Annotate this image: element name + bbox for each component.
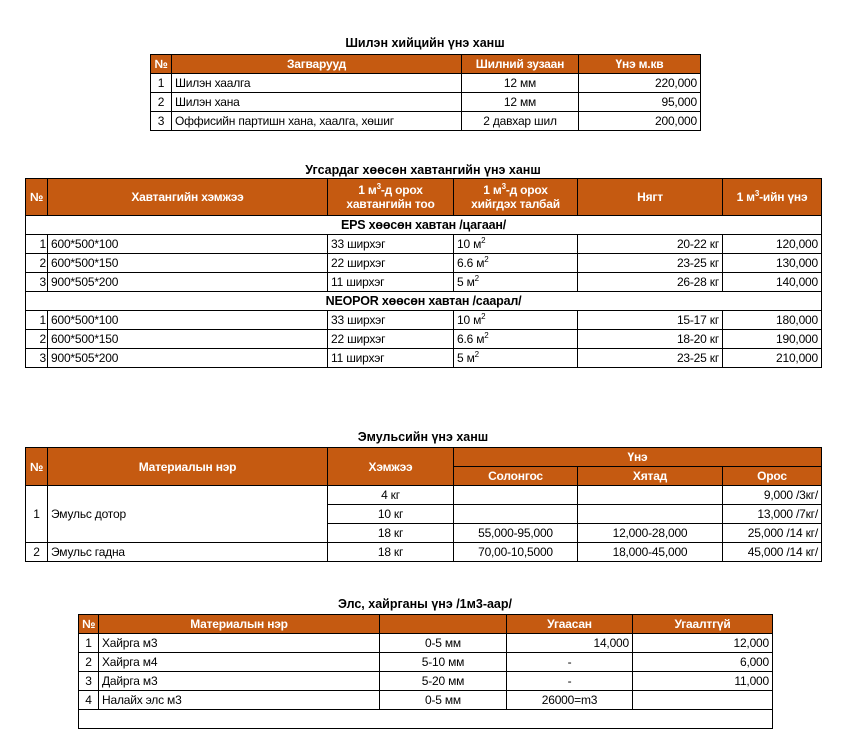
table-row (79, 672, 773, 691)
table-cell: 1 (26, 311, 48, 330)
table-cell: 33 ширхэг (328, 235, 454, 254)
row-number: 1 (26, 486, 48, 543)
table-cell (633, 691, 773, 710)
table-cell: - (507, 672, 633, 691)
section-title: NEOPOR хөөсөн хавтан /саарал/ (26, 292, 822, 311)
table-cell: 5 $м^2$ (454, 349, 578, 368)
material-name: Эмульс гадна (48, 543, 328, 562)
table-row (26, 486, 822, 505)
table-cell: 5-10 мм (380, 653, 507, 672)
table-cell: 95,000 (579, 93, 701, 112)
table-cell: 190,000 (723, 330, 822, 349)
table-cell: 3 (151, 112, 172, 131)
column-header: № (26, 179, 48, 216)
table-cell: 220,000 (579, 74, 701, 93)
table-cell: 9,000 /3кг/ (723, 486, 822, 505)
column-header: Угаасан (507, 615, 633, 634)
table-cell: 22 ширхэг (328, 330, 454, 349)
table-row (79, 634, 773, 653)
table-cell: 6.6 $м^2$ (454, 254, 578, 273)
table-row (151, 93, 701, 112)
table-cell: 25,000 /14 кг/ (723, 524, 822, 543)
column-header-group: Үнэ (454, 448, 822, 467)
column-header: № (151, 55, 172, 74)
table-cell: Хайрга м4 (99, 653, 380, 672)
table-cell: 5 $м^2$ (454, 273, 578, 292)
table-row (79, 653, 773, 672)
table-cell: Оффисийн партишн хана, хаалга, хөшиг (172, 112, 462, 131)
table-cell: 0-5 мм (380, 634, 507, 653)
table-cell: 2 (26, 330, 48, 349)
table-row (26, 311, 822, 330)
table-cell: 0-5 мм (380, 691, 507, 710)
material-name: Эмульс дотор (48, 486, 328, 543)
glass-title: Шилэн хийцийн үнэ ханш (345, 36, 505, 50)
table-cell: 22 ширхэг (328, 254, 454, 273)
section-title: EPS хөөсөн хавтан /цагаан/ (26, 216, 822, 235)
table-cell: 120,000 (723, 235, 822, 254)
table-row (26, 235, 822, 254)
table-cell: Шилэн хаалга (172, 74, 462, 93)
table-cell: 26-28 кг (578, 273, 723, 292)
table-cell: 1 (79, 634, 99, 653)
table-cell: 12,000-28,000 (578, 524, 723, 543)
column-header: Материалын нэр (99, 615, 380, 634)
table-cell: 12 мм (462, 93, 579, 112)
table-cell: 11 ширхэг (328, 349, 454, 368)
table-cell: 600*500*150 (48, 254, 328, 273)
table-cell: 2 (79, 653, 99, 672)
table-cell: 33 ширхэг (328, 311, 454, 330)
glass-price-table (150, 54, 701, 131)
table-cell: 6.6 $м^2$ (454, 330, 578, 349)
table-cell: 70,00-10,5000 (454, 543, 578, 562)
table-cell: 5-20 мм (380, 672, 507, 691)
empty-row (79, 710, 773, 729)
column-header (380, 615, 507, 634)
table-cell: 26000=m3 (507, 691, 633, 710)
column-header: Нягт (578, 179, 723, 216)
table-cell: 11 ширхэг (328, 273, 454, 292)
table-cell: 2 (151, 93, 172, 112)
column-header: Материалын нэр (48, 448, 328, 486)
foam-title: Угсардаг хөөсөн хавтангийн үнэ ханш (305, 163, 541, 177)
header-row (151, 55, 701, 74)
table-cell: 18,000-45,000 (578, 543, 723, 562)
table-cell: 900*505*200 (48, 273, 328, 292)
table-row (151, 112, 701, 131)
table-cell: 12 мм (462, 74, 579, 93)
table-row (26, 543, 822, 562)
emulsion-title: Эмульсийн үнэ ханш (357, 430, 489, 444)
foam-panel-price-table (25, 178, 822, 368)
table-cell: 140,000 (723, 273, 822, 292)
table-cell: 10 кг (328, 505, 454, 524)
table-cell: 600*500*150 (48, 330, 328, 349)
column-header: 1 $м^3$-ийн үнэ (723, 179, 822, 216)
table-cell: 900*505*200 (48, 349, 328, 368)
table-row (26, 349, 822, 368)
table-cell: - (507, 653, 633, 672)
table-cell: 600*500*100 (48, 235, 328, 254)
column-header: 1 $м^3-д$ орох хавтангийн тоо (328, 179, 454, 216)
table-row (79, 691, 773, 710)
table-row (151, 74, 701, 93)
table-cell: Хайрга м3 (99, 634, 380, 653)
table-cell: 2 (26, 254, 48, 273)
emulsion-price-table (25, 447, 822, 562)
table-cell: 18 кг (328, 543, 454, 562)
table-cell: 13,000 /7кг/ (723, 505, 822, 524)
table-cell: 11,000 (633, 672, 773, 691)
column-header: № (79, 615, 99, 634)
table-cell: 4 кг (328, 486, 454, 505)
empty-cell (79, 710, 773, 729)
header-row (26, 179, 822, 216)
table-cell: 3 (26, 349, 48, 368)
table-cell: 20-22 кг (578, 235, 723, 254)
column-subheader: Орос (723, 467, 822, 486)
table-cell: 2 давхар шил (462, 112, 579, 131)
column-header: Угаалтгүй (633, 615, 773, 634)
table-cell: 130,000 (723, 254, 822, 273)
table-cell: 55,000-95,000 (454, 524, 578, 543)
header-row (79, 615, 773, 634)
table-cell: Дайрга м3 (99, 672, 380, 691)
table-cell: 210,000 (723, 349, 822, 368)
table-cell (578, 505, 723, 524)
table-cell: Налайх элс м3 (99, 691, 380, 710)
table-cell: 12,000 (633, 634, 773, 653)
column-subheader: Хятад (578, 467, 723, 486)
table-cell: 4 (79, 691, 99, 710)
table-cell (454, 486, 578, 505)
table-cell (454, 505, 578, 524)
column-header: № (26, 448, 48, 486)
table-row (26, 330, 822, 349)
column-header: Загварууд (172, 55, 462, 74)
column-header: Хавтангийн хэмжээ (48, 179, 328, 216)
table-row (26, 273, 822, 292)
section-row (26, 216, 822, 235)
table-cell: 1 (151, 74, 172, 93)
table-cell: 14,000 (507, 634, 633, 653)
table-cell (578, 486, 723, 505)
table-cell: 3 (79, 672, 99, 691)
table-cell: 18-20 кг (578, 330, 723, 349)
table-cell: 10 $м^2$ (454, 235, 578, 254)
table-cell: 200,000 (579, 112, 701, 131)
table-cell: 6,000 (633, 653, 773, 672)
table-cell: 180,000 (723, 311, 822, 330)
column-header: Үнэ м.кв (579, 55, 701, 74)
table-cell: 1 (26, 235, 48, 254)
row-number: 2 (26, 543, 48, 562)
table-cell: 23-25 кг (578, 349, 723, 368)
table-cell: Шилэн хана (172, 93, 462, 112)
table-cell: 600*500*100 (48, 311, 328, 330)
table-row (26, 254, 822, 273)
sand-gravel-price-table (78, 614, 773, 729)
table-cell: 10 $м^2$ (454, 311, 578, 330)
table-cell: 45,000 /14 кг/ (723, 543, 822, 562)
gravel-title: Элс, хайрганы үнэ /1м3-аар/ (337, 597, 512, 611)
header-row (26, 448, 822, 467)
table-cell: 3 (26, 273, 48, 292)
column-header: Хэмжээ (328, 448, 454, 486)
section-row (26, 292, 822, 311)
column-header: 1 $м^3-д$ орох хийгдэх талбай (454, 179, 578, 216)
table-cell: 18 кг (328, 524, 454, 543)
column-subheader: Солонгос (454, 467, 578, 486)
column-header: Шилний зузаан (462, 55, 579, 74)
table-cell: 15-17 кг (578, 311, 723, 330)
table-cell: 23-25 кг (578, 254, 723, 273)
